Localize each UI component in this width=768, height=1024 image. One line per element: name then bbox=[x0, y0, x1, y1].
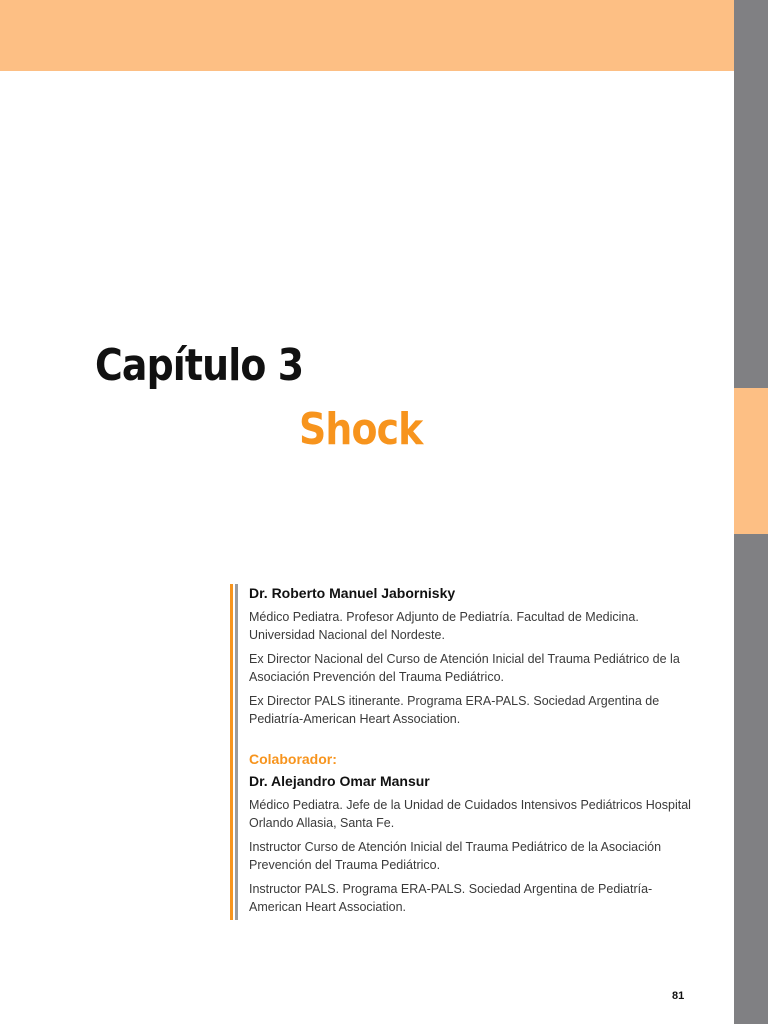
author-credential: Ex Director Nacional del Curso de Atención Inicial del Trauma Pediátrico de la Asociación Prevención del Trauma Pediátrico. bbox=[249, 652, 680, 684]
collaborator-credential: Instructor PALS. Programa ERA-PALS. Sociedad Argentina de Pediatría-American Heart Association. bbox=[249, 882, 653, 914]
author-name: Dr. Roberto Manuel Jabornisky bbox=[249, 585, 456, 601]
collaborator-heading: Colaborador: bbox=[249, 751, 337, 767]
collaborator-credential: Instructor Curso de Atención Inicial del Trauma Pediátrico de la Asociación Prevención del Trauma Pediátrico. bbox=[249, 840, 662, 872]
chapter-title: Capítulo 3 bbox=[95, 340, 304, 391]
accent-rule-orange bbox=[230, 584, 233, 920]
collaborator-name: Dr. Alejandro Omar Mansur bbox=[249, 773, 430, 789]
page-number: 81 bbox=[672, 990, 685, 1002]
author-credential: Ex Director PALS itinerante. Programa ERA-PALS. Sociedad Argentina de Pediatría-American Heart Association. bbox=[249, 694, 660, 726]
author-content bbox=[249, 584, 699, 922]
author-credential: Médico Pediatra. Profesor Adjunto de Pediatría. Facultad de Medicina. Universidad Nacional del Nordeste. bbox=[249, 610, 639, 642]
chapter-subtitle: Shock bbox=[299, 404, 423, 455]
top-color-band bbox=[0, 0, 734, 71]
collaborator-credential: Médico Pediatra. Jefe de la Unidad de Cuidados Intensivos Pediátricos Hospital Orlando Allasia, Santa Fe. bbox=[249, 798, 691, 830]
accent-rule-gray bbox=[235, 584, 238, 920]
chapter-tab-marker bbox=[734, 388, 768, 534]
